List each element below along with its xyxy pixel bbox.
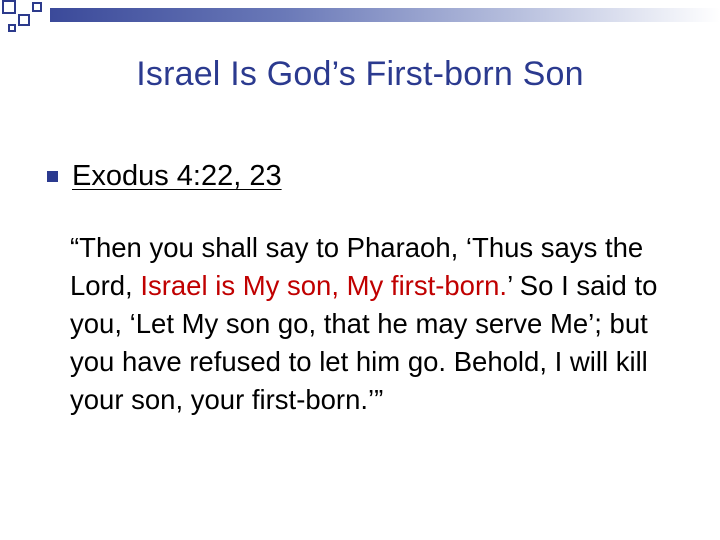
verse-text — [70, 229, 685, 419]
square-bullet-icon — [47, 171, 58, 182]
header-gradient-bar — [50, 8, 720, 22]
verse-part-2: ’ So I said to you, ‘Let My son go, that he may serve Me’; but you have refused to let him go. Behold, I will kill your son, your first-born.’” — [70, 270, 658, 415]
scripture-reference: Exodus 4:22, 23 — [72, 160, 282, 192]
decorative-square — [2, 0, 16, 14]
decorative-square — [18, 14, 30, 26]
decorative-square — [32, 2, 42, 12]
header-decoration — [0, 0, 720, 40]
decorative-square — [8, 24, 16, 32]
verse-highlight: Israel is My son, My first-born. — [140, 270, 508, 301]
verse-part-1: “Then you shall say to Pharaoh, ‘Thus says the Lord, — [70, 232, 644, 301]
slide-title: Israel Is God’s First-born Son — [136, 55, 584, 93]
